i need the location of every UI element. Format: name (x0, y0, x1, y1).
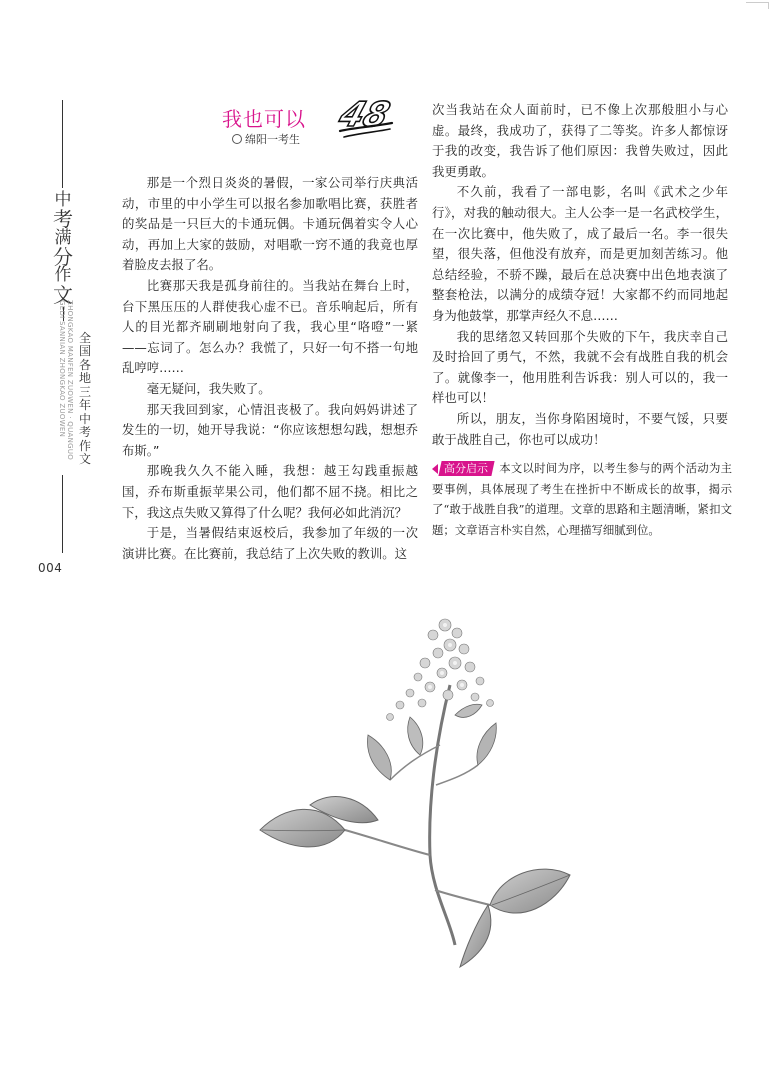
side-banner (50, 100, 110, 570)
body-column-right (432, 100, 728, 450)
body-column-left (122, 173, 418, 564)
series-char: 文 (53, 282, 73, 307)
subtitle-char: 中 (78, 411, 91, 426)
subtitle-char: 文 (78, 451, 91, 466)
subtitle-char: 考 (78, 425, 91, 440)
author-name: 绵阳一考生 (245, 133, 300, 146)
author-line (232, 131, 300, 147)
paragraph: 所以，朋友，当你身陷困境时，不要气馁，只要敢于战胜自己，你也可以成功！ (432, 410, 728, 447)
side-rule-top (62, 100, 63, 188)
commentary (432, 458, 732, 540)
series-char: 考 (53, 207, 73, 232)
subtitle-char: 年 (78, 398, 91, 413)
subtitle-char: 各 (78, 357, 91, 372)
subtitle-char: 国 (78, 344, 91, 359)
commentary-text: 本文以时间为序，以考生参与的两个活动为主要事例，具体展现了考生在挫折中不断成长的故事，揭示了“敢于战胜自我”的道理。文章的思路和主题清晰，紧扣文题；文章语言朴实自然，心理描写细腻到位。 (432, 461, 732, 537)
paragraph: 毫无疑问，我失败了。 (146, 380, 271, 396)
plant-illustration (250, 605, 590, 970)
paragraph: 那晚我久久不能入睡，我想：越王勾践重振越国，乔布斯重振苹果公司，他们都不屈不挠。相比之下，我这点失败又算得了什么呢？我何必如此消沉？ (122, 463, 418, 520)
paragraph-continuation: 次当我站在众人面前时，已不像上次那般胆小与心虚。最终，我成功了，获得了二等奖。许多人都惊讶于我的改变，我告诉了他们原因：我曾失败过，因此我更勇敢。 (432, 102, 728, 179)
paragraph: 那是一个烈日炎炎的暑假，一家公司举行庆典活动，市里的中小学生可以报名参加歌唱比赛，获胜者的奖品是一只巨大的卡通玩偶。卡通玩偶着实令人心动，再加上大家的鼓励，对唱歌一窍不通的我竟也厚着脸皮去报了名。 (122, 175, 418, 273)
article-number-badge (334, 93, 396, 143)
article-title: 我也可以 (222, 107, 306, 131)
series-char: 满 (54, 227, 72, 248)
series-latin: ZHONGKAO MANFEN ZUOWEN · QUANGUO GEDI SANNIAN ZHONGKAO ZUOWEN (58, 300, 74, 461)
paragraph: 比赛那天我是孤身前往的。当我站在舞台上时，台下黑压压的人群使我心虚不已。音乐响起后，所有人的目光都齐刷刷地射向了我，我心里“咯噔”一紧——忘词了。怎么办？我慌了，只好一句不搭一句地乱哼哼…… (122, 277, 418, 376)
page-number: 004 (38, 561, 63, 575)
paragraph: 我的思绪忽又转回那个失败的下午，我庆幸自己及时拾回了勇气，不然，我就不会有战胜自我的机会了。就像李一，他用胜利告诉我：别人可以的，我一样也可以！ (432, 328, 728, 406)
subtitle-char: 地 (78, 371, 91, 386)
commentary-tag-label: 高分启示 (444, 462, 488, 475)
paragraph: 不久前，我看了一部电影，名叫《武术之少年行》，对我的触动很大。主人公李一是一名武校学生，在一次比赛中，他失败了，成了最后一名。李一很失望，很失落，但他没有放弃，而是更加刻苦练习。他总结经验，不骄不躁，最后在总决赛中出色地表演了整套枪法，以满分的成绩夺冠！大家都不约而同地起身为他鼓掌，那掌声经久不息…… (432, 184, 728, 323)
side-rule-bottom (62, 475, 63, 553)
subtitle-char: 作 (78, 438, 91, 453)
subtitle-char: 三 (78, 384, 91, 399)
article-number: 48 (334, 95, 395, 135)
series-char: 作 (54, 265, 72, 286)
crop-mark (746, 2, 769, 9)
author-bullet-icon (232, 134, 242, 144)
series-char: 分 (53, 245, 73, 270)
series-subtitle (76, 332, 94, 466)
tag-arrow-icon (432, 464, 438, 474)
commentary-tag (438, 461, 494, 476)
series-char: 中 (54, 190, 72, 210)
paragraph: 于是，当暑假结束返校后，我参加了年级的一次演讲比赛。在比赛前，我总结了上次失败的教训。这 (122, 525, 418, 561)
subtitle-char: 全 (78, 331, 91, 345)
paragraph: 那天我回到家，心情沮丧极了。我向妈妈讲述了发生的一切，她开导我说：“你应该想想勾践，想想乔布斯。” (122, 401, 418, 458)
